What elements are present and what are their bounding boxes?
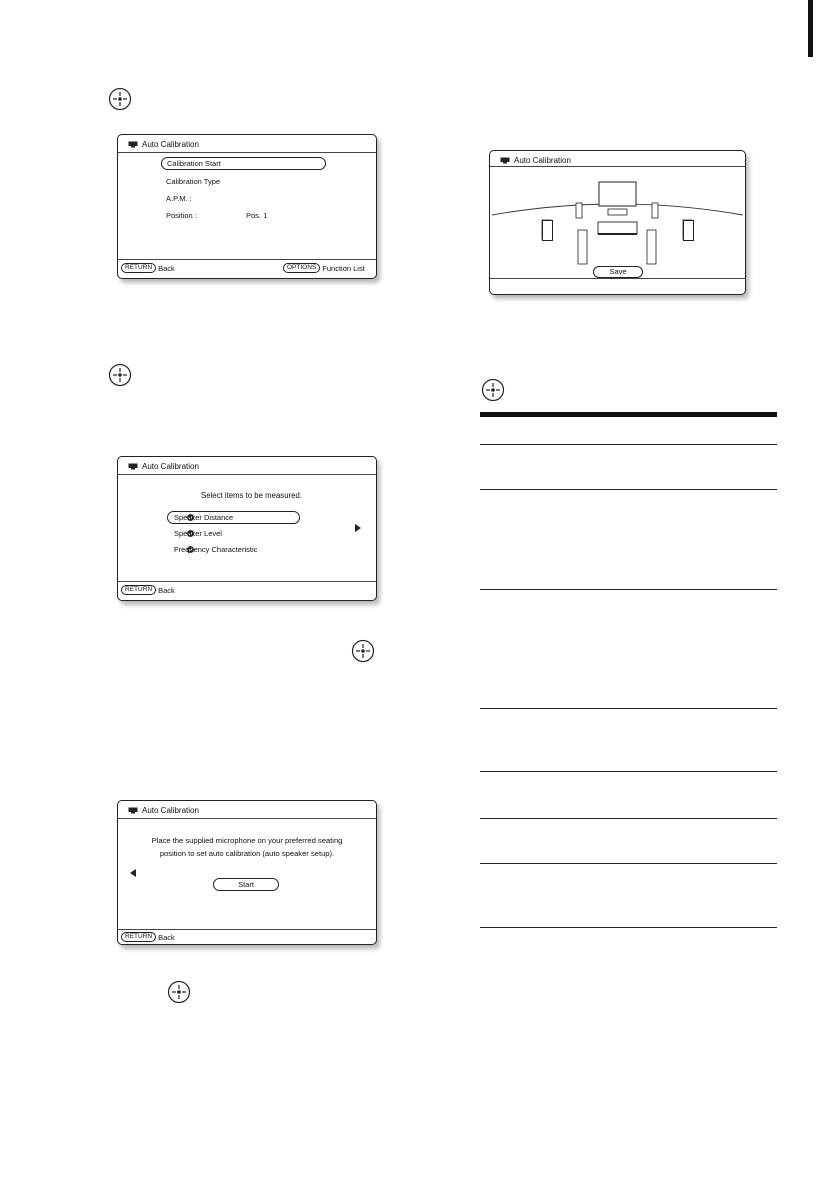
table-row-divider bbox=[480, 708, 777, 709]
screen-title: Auto Calibration bbox=[128, 140, 199, 149]
table-row-divider bbox=[480, 863, 777, 864]
enter-button-icon bbox=[108, 363, 132, 387]
screen-title: Auto Calibration bbox=[128, 806, 199, 815]
return-key-badge: RETURN bbox=[121, 932, 156, 942]
enter-button-icon bbox=[108, 87, 132, 111]
footer-divider bbox=[118, 929, 376, 930]
return-back-hint[interactable]: RETURN Back bbox=[121, 932, 175, 942]
return-back-hint[interactable]: RETURN Back bbox=[121, 263, 175, 273]
speaker-distance-label: Speaker Distance bbox=[174, 513, 234, 522]
enter-button-icon bbox=[351, 639, 375, 663]
screen-title: Auto Calibration bbox=[500, 156, 571, 165]
position-item[interactable]: Position : bbox=[166, 211, 197, 220]
title-divider bbox=[118, 818, 376, 819]
message-line-2: position to set auto calibration (auto speaker setup). bbox=[159, 849, 335, 858]
speaker-icon bbox=[683, 220, 694, 241]
start-button[interactable]: Start bbox=[213, 878, 279, 891]
enter-button-icon bbox=[481, 378, 505, 402]
frequency-characteristic-option[interactable]: Frequency Characteristic bbox=[174, 545, 258, 554]
footer-divider bbox=[118, 581, 376, 582]
enter-button-icon bbox=[167, 980, 191, 1004]
message-line-1: Place the supplied microphone on your preferred seating bbox=[151, 836, 343, 845]
right-arrow-icon[interactable] bbox=[355, 524, 361, 532]
instruction-text: Select items to be measured. bbox=[201, 491, 302, 500]
return-key-badge: RETURN bbox=[121, 585, 156, 595]
calibration-type-item[interactable]: Calibration Type bbox=[166, 177, 221, 186]
speaker-level-option[interactable]: Speaker Level bbox=[174, 529, 222, 538]
title-divider bbox=[118, 152, 376, 153]
page-edge-tab bbox=[808, 0, 813, 57]
table-row-divider bbox=[480, 927, 777, 928]
table-row-divider bbox=[480, 771, 777, 772]
position-value: Pos. 1 bbox=[246, 211, 268, 220]
auto-calibration-screen-menu bbox=[117, 134, 377, 279]
tv-icon bbox=[128, 463, 138, 470]
footer-divider bbox=[490, 278, 745, 279]
auto-calibration-screen-start bbox=[117, 800, 377, 945]
save-button[interactable]: Save bbox=[593, 266, 643, 278]
footer-divider bbox=[118, 259, 376, 260]
options-function-list-hint[interactable]: OPTIONS Function List bbox=[283, 263, 365, 273]
tv-icon bbox=[128, 807, 138, 814]
apm-item[interactable]: A.P.M. : bbox=[166, 194, 192, 203]
table-row-divider bbox=[480, 444, 777, 445]
left-arrow-icon[interactable] bbox=[130, 869, 136, 877]
tv-icon bbox=[128, 141, 138, 148]
tv-icon bbox=[500, 157, 510, 164]
table-header-rule bbox=[480, 412, 777, 417]
table-row-divider bbox=[480, 589, 777, 590]
options-key-badge: OPTIONS bbox=[283, 263, 320, 273]
screen-title: Auto Calibration bbox=[128, 462, 199, 471]
speaker-layout-diagram bbox=[490, 167, 745, 277]
speaker-icon bbox=[542, 220, 553, 241]
return-key-badge: RETURN bbox=[121, 263, 156, 273]
auto-calibration-screen-speakers bbox=[489, 150, 746, 295]
auto-calibration-screen-items bbox=[117, 456, 377, 601]
title-divider bbox=[118, 474, 376, 475]
table-row-divider bbox=[480, 818, 777, 819]
table-row-divider bbox=[480, 489, 777, 490]
calibration-start-label: Calibration Start bbox=[167, 159, 221, 168]
return-back-hint[interactable]: RETURN Back bbox=[121, 585, 175, 595]
